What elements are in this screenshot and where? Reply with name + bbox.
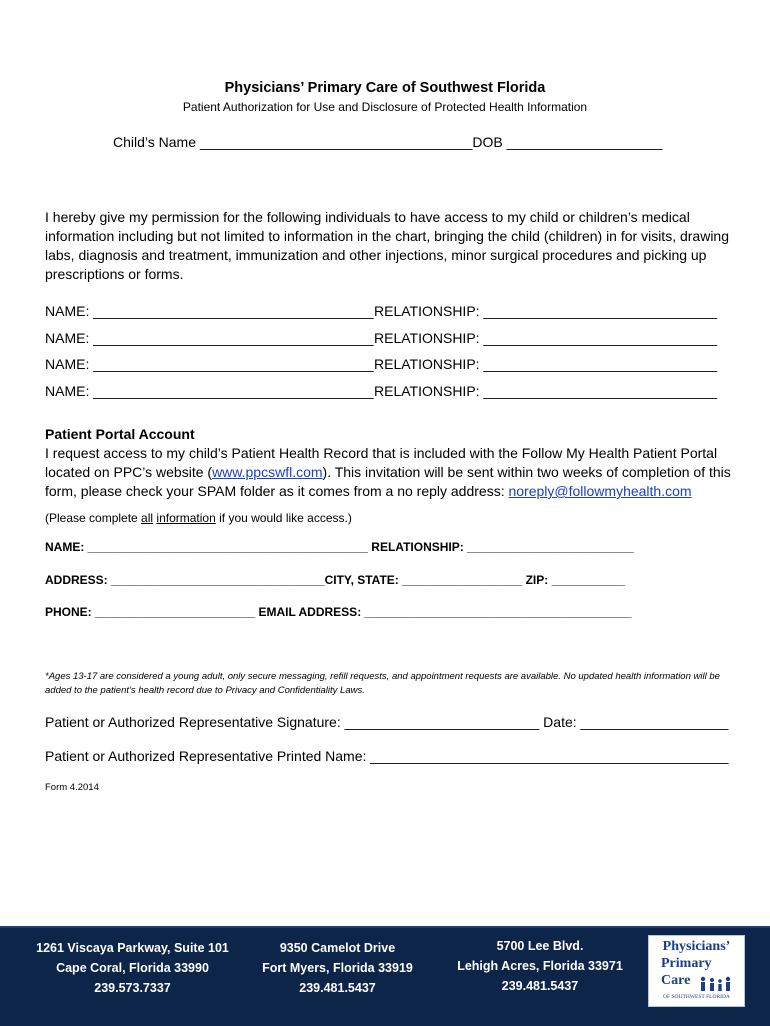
note-text-1: (Please complete [45,511,142,525]
ppc-logo [648,935,745,1007]
office-fort-myers [255,938,420,998]
portal-paragraph [45,444,735,501]
portal-text-2: ). This invitation will be sent within two weeks of completion of this form, please check your SPAM folder as it comes from a no reply address: [45,464,731,499]
office-address: 5700 Lee Blvd. [496,939,584,953]
ages-note: *Ages 13-17 are considered a young adult, only secure messaging, refill requests, and appointment requests are available. No updated health information will be added to the patient’s health record due to Privacy and Confidentiality Laws. [45,671,720,696]
footer-bar [0,926,770,1026]
note-text-2: if you would like access.) [215,511,352,525]
printed-name-line[interactable]: Patient or Authorized Representative Printed Name: ______________________________________________ [45,748,729,764]
portal-name-relationship-line[interactable]: NAME: __________________________________________ RELATIONSHIP: _________________________ [45,540,634,554]
noreply-email-link[interactable]: noreply@followmyhealth.com [508,483,692,499]
form-subtitle: Patient Authorization for Use and Disclosure of Protected Health Information [182,100,588,114]
authorized-name-field-1[interactable]: NAME: ____________________________________ [45,303,374,319]
authorized-name-field-4[interactable]: NAME: ____________________________________ [45,383,374,399]
portal-text-1: I request access to my child’s Patient Health Record that is included with the Follow My Health Patient Portal located on PPC’s website ( [45,445,718,480]
form-title: Physicians’ Primary Care of Southwest Florida [224,80,546,96]
authorized-relationship-field-3[interactable]: RELATIONSHIP: ______________________________ [374,356,718,372]
website-link[interactable]: www.ppcswfl.com [212,464,323,480]
office-phone: 239.481.5437 [501,979,579,993]
logo-subtitle: OF SOUTHWEST FLORIDA [663,994,730,1000]
family-figures-icon [699,976,733,992]
permission-paragraph: I hereby give my permission for the following individuals to have access to my child or children’s medical information including but not limited to information in the chart, bringing the child (children) in for visits, drawing labs, diagnosis and treatment, immunization and other injections, minor surgical procedures and picking up prescriptions or forms. [45,209,730,282]
portal-address-line[interactable]: ADDRESS: ________________________________CITY, STATE: __________________ ZIP: ___________ [45,573,625,587]
child-name-dob-line[interactable]: Child’s Name ___________________________________DOB ____________________ [113,134,663,150]
authorized-relationship-field-1[interactable]: RELATIONSHIP: ______________________________ [374,303,718,319]
note-information: information [156,511,216,525]
portal-heading: Patient Portal Account [45,426,195,442]
office-address: 1261 Viscaya Parkway, Suite 101 [36,941,229,955]
office-phone: 239.481.5437 [299,981,376,995]
logo-line-2: Primary [661,956,712,971]
office-phone: 239.573.7337 [94,981,171,995]
portal-phone-email-line[interactable]: PHONE: ________________________ EMAIL ADDRESS: ________________________________________ [45,605,632,619]
office-cape-coral [25,938,240,998]
office-city: Cape Coral, Florida 33990 [56,961,209,975]
office-city: Fort Myers, Florida 33919 [262,961,413,975]
authorized-name-field-3[interactable]: NAME: ____________________________________ [45,356,374,372]
logo-line-3: Care [661,973,691,988]
office-address: 9350 Camelot Drive [279,941,396,955]
signature-date-line[interactable]: Patient or Authorized Representative Signature: _________________________ Date: ___________________ [45,714,729,730]
authorized-name-field-2[interactable]: NAME: ____________________________________ [45,330,374,346]
office-city: Lehigh Acres, Florida 33971 [457,959,623,973]
authorized-relationship-field-4[interactable]: RELATIONSHIP: ______________________________ [374,383,718,399]
office-lehigh-acres [455,936,625,996]
authorized-relationship-field-2[interactable]: RELATIONSHIP: ______________________________ [374,330,718,346]
logo-line-1: Physicians’ [662,939,731,954]
note-all: all [141,511,154,525]
form-number: Form 4.2014 [45,782,99,793]
portal-complete-note [45,511,352,525]
